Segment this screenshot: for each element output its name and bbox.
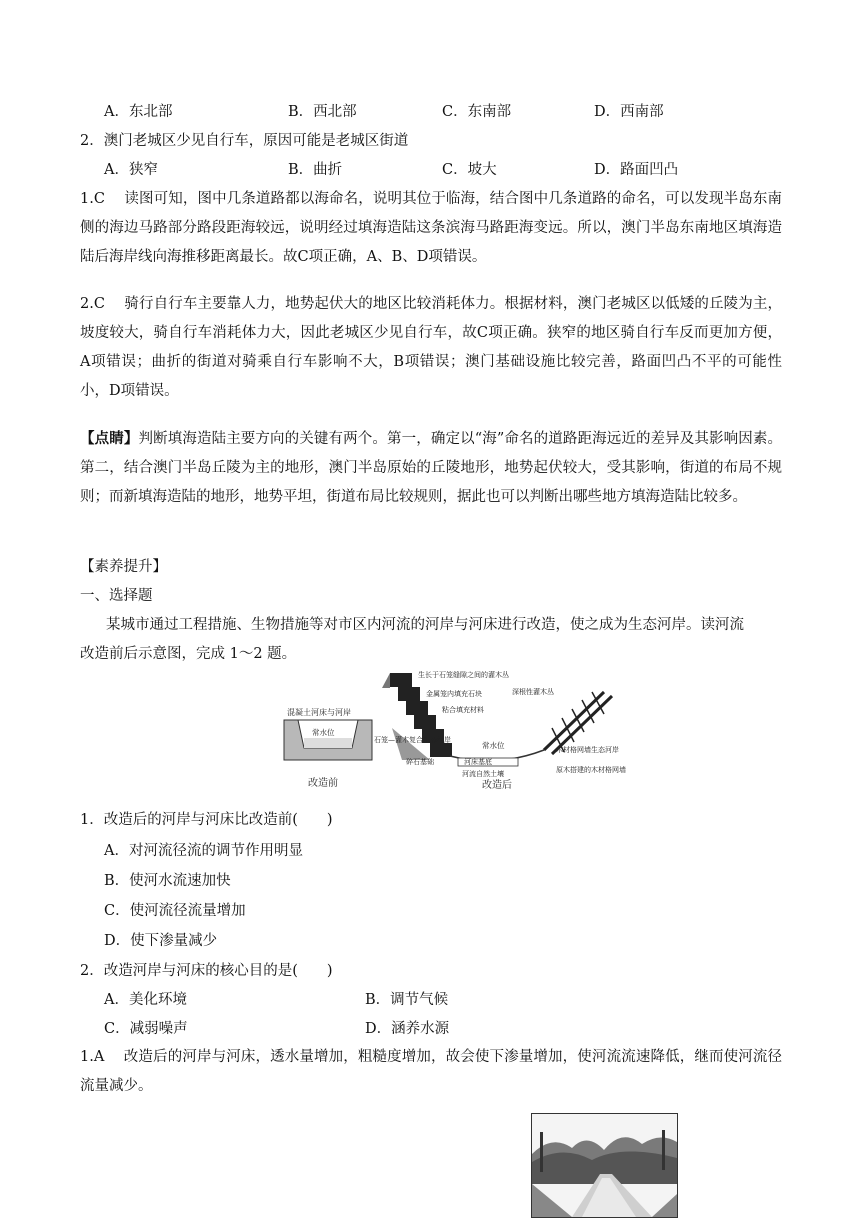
q1-option-c: C．使河流径流量增加 [104,903,246,919]
q1-option-d: D．使下渗量减少 [104,933,218,949]
before-title: 混凝土河床与河岸 [287,708,351,717]
option-d: D．西南部 [594,104,664,120]
gabion-bank [382,673,452,760]
option-c: C．东南部 [442,104,512,120]
before-channel [284,720,372,760]
option-c: C．坡大 [442,162,497,178]
option-b: B．西北部 [288,104,357,120]
label-deep-shrub: 深根性灌木丛 [512,688,554,696]
river-photo-image [532,1114,677,1217]
intro-line-1: 某城市通过工程措施、生物措施等对市区内河流的河岸与河床进行改造，使之成为生态河岸。读河流 [106,617,744,633]
tip-text: 判断填海造陆主要方向的关键有两个。第一，确定以“海”命名的道路距海远近的差异及其影响因素。第二，结合澳门半岛丘陵为主的地形，澳门半岛原始的丘陵地形，地势起伏较大，受其影响，街道的布局不规则；而新填海造陆的地形，地势平坦，街道布局比较规则，据此也可以判断出哪些地方填海造陆比较多。 [80,431,783,505]
q2-option-a: A．美化环境 [104,992,187,1008]
section-subtitle: 一、选择题 [80,588,153,604]
label-cage: 金属笼内填充石块 [426,690,482,698]
answer-explanation-2: 2.C 骑行自行车主要靠人力，地势起伏大的地区比较消耗体力。根据材料，澳门老城区以低矮的丘陵为主，坡度较大，骑自行车消耗体力大，因此老城区少见自行车，故C项正确。狭窄的地区骑自行车反而更加方便，A项错误；曲折的街道对骑乘自行车影响不大，B项错误；澳门基础设施比较完善，路面凹凸不平的可能性小，D项错误。 [80,296,782,399]
wooden-grid-bank [544,692,612,754]
section-title: 【素养提升】 [80,559,167,575]
label-wood-grid-wall: 原木搭建的木材格网墙 [556,766,626,774]
option-a: A．东北部 [104,104,173,120]
label-soil: 河流自然土壤 [462,770,504,778]
after-caption: 改造后 [482,780,512,791]
label-shrub: 生长于石笼缝隙之间的灌木丛 [418,671,509,679]
option-a: A．狭窄 [104,162,158,178]
label-fill: 粘合填充材料 [442,706,484,714]
question-stem: 2．澳门老城区少见自行车，原因可能是老城区街道 [80,133,409,149]
q2-option-b: B．调节气候 [365,992,449,1008]
q2-option-c: C．减弱噪声 [104,1021,188,1037]
option-d: D．路面凹凸 [594,162,679,178]
label-composite-bank: 石笼—灌木复合生态河岸 [374,736,451,744]
tip-label: 【点睛】 [80,430,139,447]
river-photo [531,1113,678,1218]
q2-option-d: D．涵养水源 [365,1021,450,1037]
q1-option-a: A．对河流径流的调节作用明显 [104,843,303,859]
river-diagram [282,668,642,792]
answer-1-explanation: 1.A 改造后的河岸与河床，透水量增加，粗糙度增加，故会使下渗量增加，使河流流速降低，继而使河流径流量减少。 [80,1049,782,1094]
label-gravel: 碎石基础 [406,758,434,766]
label-water: 常水位 [482,741,505,750]
before-caption: 改造前 [308,778,338,789]
q1-option-b: B．使河水流速加快 [104,873,231,889]
label-bed: 河床基底 [464,758,492,766]
tip-paragraph [80,424,782,512]
answer-explanation-1: 1.C 读图可知，图中几条道路都以海命名，说明其位于临海，结合图中几条道路的命名，可以发现半岛东南侧的海边马路部分路段距海较远，说明经过填海造陆这条滨海马路距海变远。所以，澳门半岛东南地区填海造陆后海岸线向海推移距离最长。故C项正确，A、B、D项错误。 [80,191,782,265]
before-water-label: 常水位 [312,728,335,737]
question-1-stem: 1．改造后的河岸与河床比改造前( ) [80,812,333,828]
option-b: B．曲折 [288,162,343,178]
question-2-stem: 2．改造河岸与河床的核心目的是( ) [80,963,333,979]
intro-line-2: 改造前后示意图，完成 1～2 题。 [80,646,297,662]
label-wood-grid-bank: 木材格网墙生态河岸 [556,746,619,754]
